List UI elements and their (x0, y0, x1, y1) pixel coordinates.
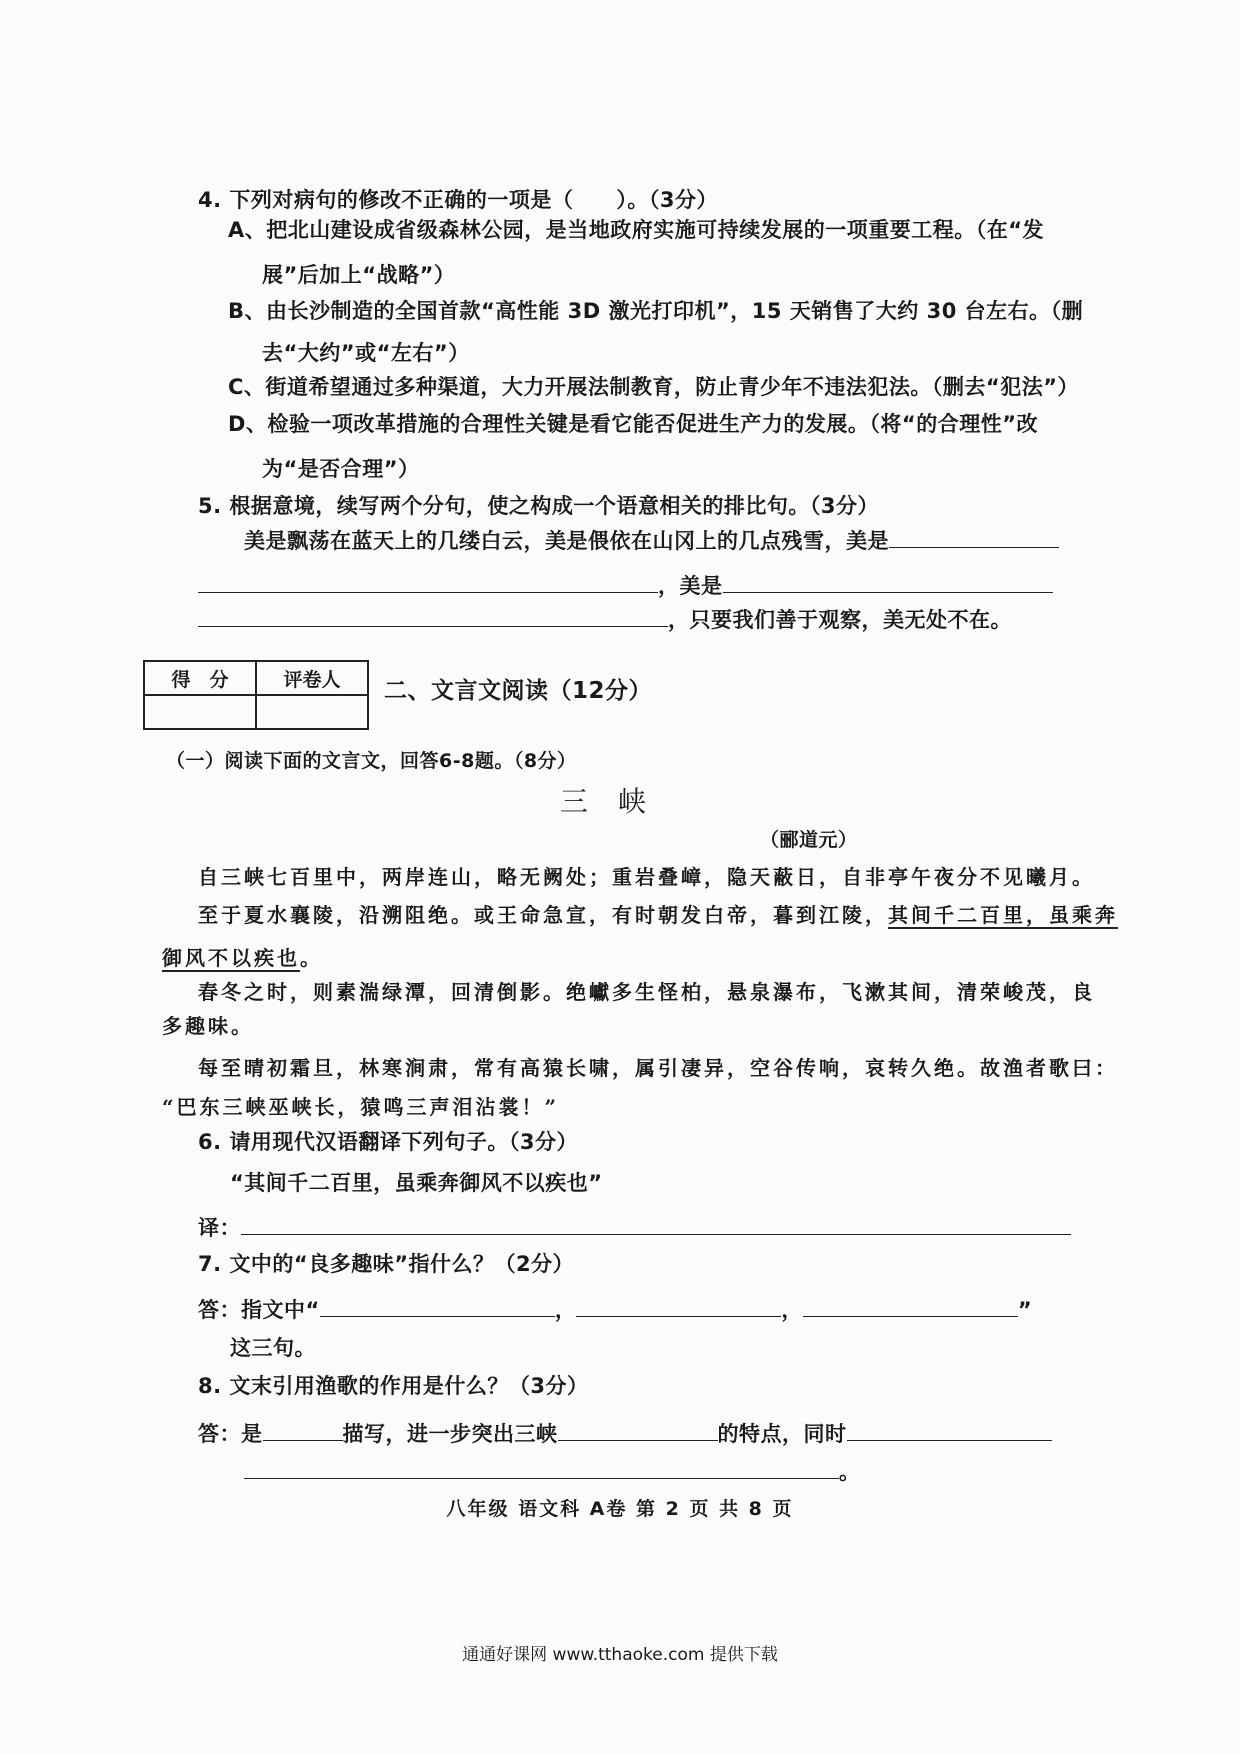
q7-label: 答：指文中“ (198, 1298, 320, 1322)
score-cell[interactable] (144, 695, 256, 729)
q8-answer-line2 (244, 1458, 861, 1486)
q5-line3 (198, 606, 1012, 634)
answer-blank[interactable] (803, 1296, 1018, 1317)
underlined-sentence: 其间千二百里，虽乘奔 (888, 903, 1118, 927)
answer-blank[interactable] (241, 1214, 1071, 1235)
q5-text2: ，美是 (658, 574, 723, 598)
score-table (143, 660, 369, 730)
q6-label: 译： (198, 1216, 241, 1240)
answer-blank[interactable] (244, 1458, 839, 1479)
answer-blank[interactable] (847, 1420, 1052, 1441)
q8-text: 描写，进一步突出三峡 (342, 1422, 558, 1446)
q8-stem: 8. 文末引用渔歌的作用是什么？（3分） (198, 1374, 589, 1398)
passage-paragraph-cont: 多趣味。 (162, 1014, 254, 1038)
q4-option-c: C、街道希望通过多种渠道，大力开展法制教育，防止青少年不违法犯法。（删去“犯法”） (228, 375, 1080, 399)
q8-text: 的特点，同时 (717, 1422, 847, 1446)
close-quote: ” (1017, 1298, 1033, 1322)
answer-blank[interactable] (558, 1420, 718, 1441)
passage-paragraph: 自三峡七百里中，两岸连山，略无阙处；重岩叠嶂，隐天蔽日，自非亭午夜分不见曦月。 (198, 865, 1095, 889)
passage-title: 三峡 (560, 785, 677, 818)
q5-text3: ，只要我们善于观察，美无处不在。 (668, 608, 1012, 632)
passage-paragraph-cont (162, 944, 323, 972)
separator: ， (781, 1298, 803, 1322)
underlined-sentence: 御风不以疾也 (162, 946, 300, 970)
q4-option-a: A、把北山建设成省级森林公园，是当地政府实施可持续发展的一项重要工程。（在“发 (228, 218, 1045, 242)
passage-paragraph: 春冬之时，则素湍绿潭，回清倒影。绝巘多生怪柏，悬泉瀑布，飞漱其间，清荣峻茂，良 (198, 980, 1095, 1004)
q5-line2 (198, 572, 1053, 600)
q5-stem: 5. 根据意境，续写两个分句，使之构成一个语意相关的排比句。（3分） (198, 494, 880, 518)
q6-quote: “其间千二百里，虽乘奔御风不以疾也” (230, 1171, 603, 1195)
q4-option-a-cont: 展”后加上“战略”） (262, 263, 456, 287)
answer-blank[interactable] (198, 572, 658, 593)
passage-text: 至于夏水襄陵，沿溯阻绝。或王命急宣，有时朝发白帝，暮到江陵， (198, 903, 888, 927)
subsection-heading: （一）阅读下面的文言文，回答6-8题。（8分） (166, 750, 577, 772)
period: 。 (839, 1460, 861, 1484)
answer-blank[interactable] (320, 1296, 555, 1317)
q6-stem: 6. 请用现代汉语翻译下列句子。（3分） (198, 1130, 579, 1154)
score-header: 得 分 (144, 661, 256, 695)
answer-blank[interactable] (889, 527, 1059, 548)
page-footer: 八年级 语文科 A卷 第 2 页 共 8 页 (446, 1498, 794, 1520)
q4-stem: 4. 下列对病句的修改不正确的一项是（ ）。（3分） (198, 188, 719, 212)
q7-stem: 7. 文中的“良多趣味”指什么？（2分） (198, 1252, 575, 1276)
q5-text1: 美是飘荡在蓝天上的几缕白云，美是偎依在山冈上的几点残雪，美是 (244, 529, 889, 553)
q6-answer-line (198, 1214, 1071, 1242)
section-heading: 二、文言文阅读（12分） (384, 678, 653, 704)
passage-paragraph (198, 901, 1118, 929)
passage-text: 。 (300, 946, 323, 970)
grader-cell[interactable] (256, 695, 368, 729)
q4-option-b: B、由长沙制造的全国首款“高性能 3D 激光打印机”，15 天销售了大约 30 台左右。（删 (228, 299, 1084, 323)
passage-paragraph-cont: “巴东三峡巫峡长，猿鸣三声泪沾裳！” (162, 1095, 560, 1119)
q4-option-d: D、检验一项改革措施的合理性关键是看它能否促进生产力的发展。（将“的合理性”改 (228, 412, 1039, 436)
watermark: 通通好课网 www.tthaoke.com 提供下载 (462, 1645, 778, 1665)
answer-blank[interactable] (723, 572, 1053, 593)
q7-tail: 这三句。 (230, 1336, 316, 1360)
separator: ， (554, 1298, 577, 1322)
q8-label: 答：是 (198, 1422, 263, 1446)
q8-answer-line (198, 1420, 1052, 1448)
q4-option-d-cont: 为“是否合理”） (262, 457, 420, 481)
q4-option-b-cont: 去“大约”或“左右”） (262, 341, 470, 365)
answer-blank[interactable] (263, 1420, 343, 1441)
q5-line1 (244, 527, 1059, 555)
passage-paragraph: 每至晴初霜旦，林寒涧肃，常有高猿长啸，属引凄异，空谷传响，哀转久绝。故渔者歌曰： (198, 1056, 1118, 1080)
answer-blank[interactable] (198, 606, 668, 627)
q7-answer-line (198, 1296, 1032, 1324)
passage-author: （郦道元） (760, 829, 858, 851)
grader-header: 评卷人 (256, 661, 368, 695)
answer-blank[interactable] (576, 1296, 781, 1317)
